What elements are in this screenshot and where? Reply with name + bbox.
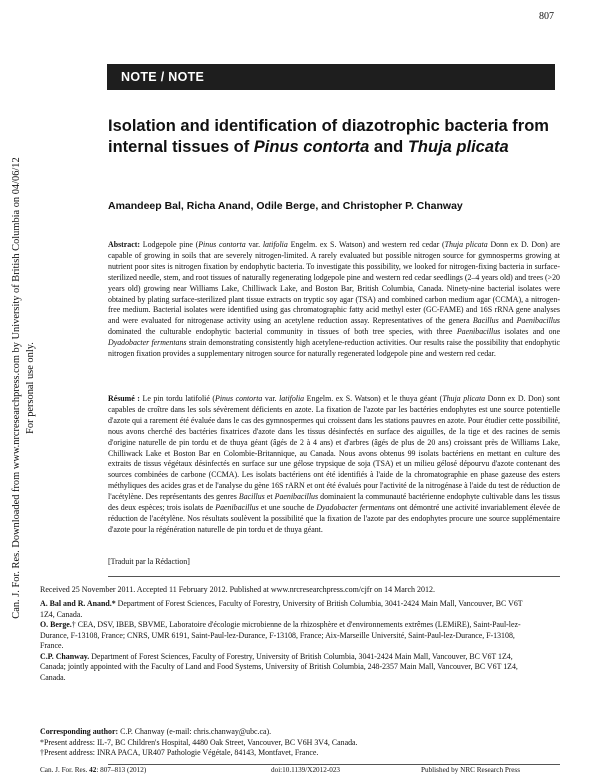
affiliation-text: † CEA, DSV, IBEB, SBVME, Laboratoire d'écologie microbienne de la rhizosphère et d'environnements extrêmes (LEMiRE), Saint-Paul-lez-Durance, F-13108, France; CNRS, UMR 6191, Saint-Paul-lez-Durance, F-13108, France; Aix-Marseille Université, Saint-Paul-lez-Durance, F-13108, France.	[40, 620, 521, 650]
abstract	[108, 240, 560, 360]
abstract-italic: Paenibacillus	[456, 327, 501, 337]
abstract-text: Engelm. ex S. Watson) and western red cedar (	[287, 240, 445, 249]
affiliation-item	[40, 620, 532, 652]
footer-volume: 42	[89, 766, 97, 774]
abstract-text: Donn ex D. Don) are capable of growing in soils that are severely nitrogen-limited. A rarely evaluated but possible nitrogen source for gymnosperms growing at nutrient poor sites is nitrogen fixation by endophytic bacteria. To investigate this possibility, we looked for nitrogen-fixing bacteria in surface-sterilized needle, stem, and root tissues of naturally regenerating lodgepole pine and western red cedar seedlings (2–4 years old) and trees (>20 years old) growing near Williams Lake, Chilliwack Lake, and Boston Bar, British Columbia, Canada. Ninety-nine bacterial isolates were obtained by plating surface-sterilized plant tissue extracts on tryptic soy agar (TSA) and combined carbon medium agar (CCMA), a nitrogen-free medium. Bacterial isolates were identified using gas chromatographic fatty acid methyl ester (GC-FAME) and 16S rRNA gene analyses and were evaluated for nitrogenase activity using an acetylene reduction assay. Representatives of the genera	[108, 240, 560, 326]
resume-text: dominaient la communauté bactérienne endophyte cultivable dans les tissus des deux espèces; trois isolats de	[108, 492, 560, 513]
affiliation-text: Department of Forest Sciences, Faculty of Forestry, University of British Columbia, 3041-2424 Main Mall, Vancouver, BC V6T 1Z4, Canada.	[40, 599, 523, 619]
resume-italic: Paenibacillus	[215, 503, 259, 513]
resume-text: Engelm. ex S. Watson) et le thuya géant (	[304, 394, 443, 403]
resume-italic: Dyadobacter fermentans	[316, 503, 395, 513]
corresponding-label: Corresponding author:	[40, 727, 119, 736]
page-number: 807	[539, 11, 554, 22]
abstract-text: Lodgepole pine (	[140, 240, 199, 249]
article-title	[108, 116, 558, 158]
abstract-italic: Pinus contorta	[198, 240, 246, 249]
corresponding-block	[40, 727, 532, 759]
abstract-italic: latifolia	[262, 240, 288, 249]
resume-text: et	[264, 492, 275, 502]
resume-text: var.	[262, 394, 280, 403]
abstract-italic: Dyadobacter fermentans	[108, 338, 187, 348]
resume-italic: Bacillus	[238, 492, 265, 502]
affiliation-item	[40, 599, 532, 620]
abstract-italic: Thuja plicata	[444, 240, 488, 249]
affiliations	[40, 599, 532, 683]
section-banner: NOTE / NOTE	[107, 64, 555, 90]
resume-italic: Pinus contorta	[215, 394, 263, 403]
resume-italic: Paenibacillus	[274, 492, 319, 502]
resume-label: Résumé :	[108, 394, 140, 403]
corresponding-text: C.P. Chanway (e-mail: chris.chanway@ubc.ca).	[118, 727, 272, 736]
resume-text: et une souche de	[258, 503, 317, 513]
affiliation-label: C.P. Chanway.	[40, 651, 90, 661]
footer-journal: Can. J. For. Res.	[40, 766, 90, 774]
footer-pages: : 807–813 (2012)	[96, 766, 147, 774]
corresponding-author	[40, 727, 532, 738]
abstract-label: Abstract:	[108, 240, 140, 249]
footer-doi[interactable]: doi:10.1139/X2012-023	[271, 766, 341, 774]
footer-divider	[108, 764, 560, 765]
resume-italic: Thuja plicata	[442, 394, 486, 403]
abstract-text: strain demonstrating consistently high acetylene-reduction activities. Our results raise the possibility that endophytic nitrogen fixation provides a supplementary nitrogen source for naturally regenerated lodgepole pine and western red cedar.	[108, 338, 560, 359]
abstract-text: dominated the culturable endophytic bacterial community in tissues of both tree species, with three	[108, 327, 457, 337]
abstract-text: isolates and one	[500, 327, 560, 337]
translation-note: [Traduit par la Rédaction]	[108, 557, 190, 566]
resume-text: Le pin tordu latifolié (	[139, 394, 216, 403]
abstract-text: and	[498, 316, 517, 326]
affiliation-label: O. Berge.	[40, 620, 72, 629]
title-species-1: Pinus contorta	[253, 138, 370, 156]
footer-publisher: Published by NRC Research Press	[421, 766, 521, 774]
divider	[108, 576, 560, 577]
abstract-italic: Paenibacillus	[516, 316, 561, 326]
title-text-1: Isolation and identification of diazotrophic bacteria from internal tissues of	[108, 117, 549, 156]
present-address: †Present address: INRA PACA, UR407 Pathologie Végétale, 84143, Montfavet, France.	[40, 748, 319, 757]
footer-citation	[40, 766, 146, 775]
received-dates: Received 25 November 2011. Accepted 11 February 2012. Published at www.nrcresearchpress.com/cjfr on 14 March 2012.	[40, 585, 435, 594]
title-text-2: and	[369, 138, 408, 156]
affiliation-label: A. Bal and R. Anand.*	[40, 599, 116, 608]
author-list: Amandeep Bal, Richa Anand, Odile Berge, and Christopher P. Chanway	[108, 200, 463, 212]
resume	[108, 394, 560, 536]
affiliation-text: Department of Forest Sciences, Faculty of Forestry, University of British Columbia, 3041-2424 Main Mall, Vancouver, BC V6T 1Z4, Canada; jointly appointed with the Faculty of Land and Food Systems, University of British Columbia, 248-2357 Main Mall, Vancouver, BC V6T 1Z4, Canada.	[40, 651, 518, 682]
side-note-line-2: For personal use only.	[25, 342, 36, 434]
affiliation-item	[40, 652, 532, 684]
abstract-text: var.	[245, 240, 263, 249]
title-species-2: Thuja plicata	[407, 138, 509, 156]
resume-text: ont démontré une activité invariablement élevée de réduction de l'acétylène. Nos résultats soulèvent la possibilité que la fixation de l'azote par des endophytes procure une source supplémentaire d'azote pour la régénération naturelle de pin tordu et de thuya géant.	[108, 503, 561, 534]
present-address: *Present address: IL-7, BC Children's Hospital, 4480 Oak Street, Vancouver, BC V6H 3V4, Canada.	[40, 737, 358, 747]
resume-italic: latifolia	[279, 394, 305, 403]
resume-text: Donn ex D. Don) sont capables de croître dans les sols sévèrement déficients en azote. La fixation de l'azote par les bactéries endophytes est une source potentielle d'azote qui a rarement été évaluée dans le cas des gymnospermes qui croissent dans les stations pauvres en azote. Pour étudier cette possibilité, nous avons cherché des bactéries fixatrices d'azote dans les tissus désinfectés en surface des aiguilles, de la tige et des racines de semis d'origine naturelle de pin tordu et de thuya géant (âgés de 2 à 4 ans) et d'arbres (âgés de plus de 20 ans) croissant près de Williams Lake, Chilliwack Lake et Boston Bar en Colombie-Britannique, au Canada. Nous avons obtenus 99 isolats bactériens en mettant en culture des extraits de tissus végétaux désinfectés en surface sur une gélose trypsique de soja (TSA) et un milieu gélosé dépourvu d'azote contenant des sources combinées de carbone (CCMA). Les isolats bactériens ont été identifiés à l'aide de la chromatographie en phase gazeuse des esters méthyliques des acides gras et de l'analyse du gène 16S rARN et ont été évalués pour l'activité de la nitrogénase à l'aide du test de réduction de l'acétylène. Des représentants des genres	[108, 394, 561, 502]
abstract-italic: Bacillus	[472, 316, 499, 326]
side-note-line-1: Can. J. For. Res. Downloaded from www.nrcresearchpress.com by University of British Columbia on 04/06/12	[11, 157, 22, 619]
